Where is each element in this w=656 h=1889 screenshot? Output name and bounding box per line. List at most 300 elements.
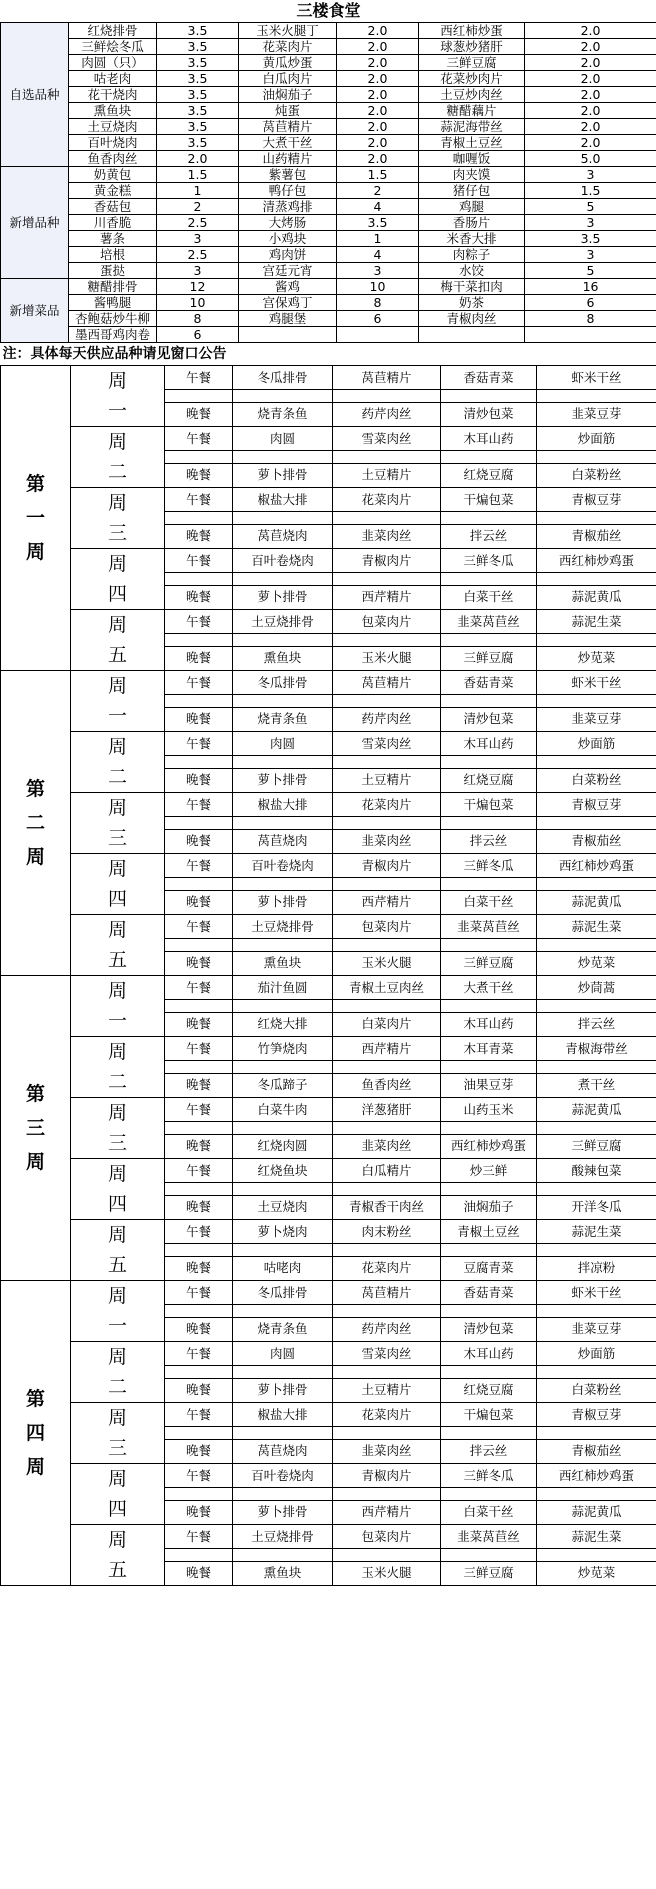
item-name: 黄金糕 bbox=[69, 183, 157, 199]
item-name: 百叶烧肉 bbox=[69, 135, 157, 151]
day-label-char: 二 bbox=[107, 1071, 127, 1093]
day-label-char: 一 bbox=[107, 400, 127, 422]
lunch-dish: 花菜肉片 bbox=[333, 488, 441, 512]
item-price: 3.5 bbox=[157, 135, 239, 151]
meal-dinner-label: 晚餐 bbox=[165, 1195, 233, 1219]
meal-lunch-label: 午餐 bbox=[165, 1525, 233, 1549]
price-row bbox=[1, 119, 656, 135]
item-name: 鸡肉饼 bbox=[239, 247, 337, 263]
empty-cell bbox=[537, 756, 656, 768]
dinner-dish: 油焖茄子 bbox=[441, 1195, 537, 1219]
item-price: 5 bbox=[525, 263, 656, 279]
lunch-dish: 青椒肉片 bbox=[333, 549, 441, 573]
dinner-dish: 红烧大排 bbox=[233, 1012, 333, 1036]
meal-lunch-label: 午餐 bbox=[165, 1464, 233, 1488]
item-price: 1 bbox=[157, 183, 239, 199]
lunch-dish: 肉圆 bbox=[233, 427, 333, 451]
empty-cell bbox=[165, 1305, 233, 1317]
dinner-dish: 蒜泥黄瓜 bbox=[537, 890, 656, 914]
lunch-dish: 炒面筋 bbox=[537, 1342, 656, 1366]
item-price: 3.5 bbox=[157, 39, 239, 55]
empty-cell bbox=[333, 756, 441, 768]
empty-cell bbox=[441, 390, 537, 402]
item-name: 水饺 bbox=[419, 263, 525, 279]
lunch-row bbox=[1, 1342, 656, 1366]
lunch-row bbox=[1, 488, 656, 512]
price-row bbox=[1, 39, 656, 55]
item-name: 肉粽子 bbox=[419, 247, 525, 263]
day-label-char: 周 bbox=[107, 980, 127, 1002]
empty-cell bbox=[537, 1244, 656, 1256]
item-price: 1.5 bbox=[157, 167, 239, 183]
week-label-char: 周 bbox=[25, 1151, 45, 1173]
item-price: 2.0 bbox=[525, 23, 656, 39]
item-name: 花菜炒肉片 bbox=[419, 71, 525, 87]
day-label bbox=[71, 793, 165, 854]
lunch-row bbox=[1, 1159, 656, 1183]
lunch-row bbox=[1, 1525, 656, 1549]
dinner-dish: 西红柿炒鸡蛋 bbox=[441, 1134, 537, 1158]
dinner-dish: 萝卜排骨 bbox=[233, 768, 333, 792]
day-label bbox=[71, 915, 165, 976]
day-label-char: 三 bbox=[107, 827, 127, 849]
dinner-dish: 花菜肉片 bbox=[333, 1256, 441, 1280]
empty-cell bbox=[165, 1000, 233, 1012]
meal-lunch-label: 午餐 bbox=[165, 793, 233, 817]
dinner-dish: 莴苣烧肉 bbox=[233, 829, 333, 853]
item-price: 1.5 bbox=[525, 183, 656, 199]
day-label-char: 二 bbox=[107, 766, 127, 788]
item-name: 蛋挞 bbox=[69, 263, 157, 279]
lunch-dish: 莴苣精片 bbox=[333, 671, 441, 695]
lunch-dish: 包菜肉片 bbox=[333, 1525, 441, 1549]
empty-cell bbox=[165, 512, 233, 524]
dinner-dish: 白菜粉丝 bbox=[537, 463, 656, 487]
empty-cell bbox=[537, 878, 656, 890]
lunch-dish: 干煸包菜 bbox=[441, 793, 537, 817]
dinner-dish: 冬瓜蹄子 bbox=[233, 1073, 333, 1097]
item-price: 1.5 bbox=[337, 167, 419, 183]
item-price: 2.0 bbox=[337, 71, 419, 87]
item-name: 培根 bbox=[69, 247, 157, 263]
day-label-char: 周 bbox=[107, 675, 127, 697]
lunch-dish: 蒜泥生菜 bbox=[537, 610, 656, 634]
day-label bbox=[71, 1159, 165, 1220]
price-table bbox=[0, 0, 656, 343]
dinner-dish: 拌云丝 bbox=[441, 1439, 537, 1463]
dinner-dish: 三鲜豆腐 bbox=[441, 1561, 537, 1585]
empty-cell bbox=[233, 451, 333, 463]
lunch-row bbox=[1, 1098, 656, 1122]
item-price: 2.0 bbox=[525, 39, 656, 55]
lunch-dish: 青椒豆芽 bbox=[537, 1403, 656, 1427]
dinner-dish: 三鲜豆腐 bbox=[441, 951, 537, 975]
week-label bbox=[1, 366, 71, 671]
empty-cell bbox=[333, 1305, 441, 1317]
dinner-dish: 萝卜排骨 bbox=[233, 890, 333, 914]
empty-cell bbox=[441, 1427, 537, 1439]
item-price: 5.0 bbox=[525, 151, 656, 167]
price-row bbox=[1, 199, 656, 215]
dinner-dish: 莴苣烧肉 bbox=[233, 1439, 333, 1463]
dinner-dish: 清炒包菜 bbox=[441, 707, 537, 731]
day-label bbox=[71, 427, 165, 488]
lunch-dish: 三鲜冬瓜 bbox=[441, 549, 537, 573]
day-label-char: 周 bbox=[107, 1285, 127, 1307]
meal-dinner-label: 晚餐 bbox=[165, 1012, 233, 1036]
lunch-dish: 花菜肉片 bbox=[333, 793, 441, 817]
week-label-char: 第 bbox=[25, 473, 45, 495]
empty-cell bbox=[441, 1122, 537, 1134]
day-label bbox=[71, 1403, 165, 1464]
price-row bbox=[1, 87, 656, 103]
empty-cell bbox=[441, 1183, 537, 1195]
dinner-dish: 萝卜排骨 bbox=[233, 1378, 333, 1402]
day-label-char: 周 bbox=[107, 431, 127, 453]
item-name: 花菜肉片 bbox=[239, 39, 337, 55]
dinner-dish: 蒜泥黄瓜 bbox=[537, 1500, 656, 1524]
lunch-dish: 土豆烧排骨 bbox=[233, 1525, 333, 1549]
meal-dinner-label: 晚餐 bbox=[165, 1134, 233, 1158]
empty-cell bbox=[441, 451, 537, 463]
empty-cell bbox=[333, 939, 441, 951]
lunch-row bbox=[1, 732, 656, 756]
lunch-dish: 茄汁鱼圆 bbox=[233, 976, 333, 1000]
item-price: 2.0 bbox=[157, 151, 239, 167]
dinner-dish: 西芹精片 bbox=[333, 890, 441, 914]
meal-dinner-label: 晚餐 bbox=[165, 1561, 233, 1585]
supply-notice: 注：具体每天供应品种请见窗口公告 bbox=[2, 346, 227, 362]
day-label-char: 五 bbox=[107, 644, 127, 666]
empty-cell bbox=[233, 1427, 333, 1439]
lunch-dish: 百叶卷烧肉 bbox=[233, 549, 333, 573]
dinner-dish: 开洋冬瓜 bbox=[537, 1195, 656, 1219]
item-price: 2.0 bbox=[337, 135, 419, 151]
empty-cell bbox=[165, 939, 233, 951]
dinner-dish: 三鲜豆腐 bbox=[537, 1134, 656, 1158]
empty-cell bbox=[165, 817, 233, 829]
dinner-dish: 红烧肉圆 bbox=[233, 1134, 333, 1158]
dinner-dish: 韭菜豆芽 bbox=[537, 1317, 656, 1341]
dinner-dish: 蒜泥黄瓜 bbox=[537, 585, 656, 609]
item-name: 鸡腿堡 bbox=[239, 311, 337, 327]
item-name: 酱鸭腿 bbox=[69, 295, 157, 311]
dinner-dish: 豆腐青菜 bbox=[441, 1256, 537, 1280]
meal-lunch-label: 午餐 bbox=[165, 610, 233, 634]
dinner-dish: 萝卜排骨 bbox=[233, 585, 333, 609]
item-name: 糖醋藕片 bbox=[419, 103, 525, 119]
empty-cell bbox=[233, 1366, 333, 1378]
item-name: 清蒸鸡排 bbox=[239, 199, 337, 215]
dinner-dish: 药芹肉丝 bbox=[333, 1317, 441, 1341]
empty-cell bbox=[165, 1427, 233, 1439]
item-price: 2.0 bbox=[525, 103, 656, 119]
meal-lunch-label: 午餐 bbox=[165, 549, 233, 573]
dinner-dish: 土豆精片 bbox=[333, 768, 441, 792]
lunch-dish: 韭菜莴苣丝 bbox=[441, 1525, 537, 1549]
item-price: 3 bbox=[525, 167, 656, 183]
meal-dinner-label: 晚餐 bbox=[165, 1500, 233, 1524]
item-price bbox=[525, 327, 656, 343]
meal-dinner-label: 晚餐 bbox=[165, 829, 233, 853]
week-label-char: 二 bbox=[25, 812, 45, 834]
empty-cell bbox=[233, 1000, 333, 1012]
lunch-dish: 冬瓜排骨 bbox=[233, 1281, 333, 1305]
empty-cell bbox=[333, 1366, 441, 1378]
dinner-dish: 药芹肉丝 bbox=[333, 402, 441, 426]
lunch-dish: 木耳山药 bbox=[441, 732, 537, 756]
day-label-char: 周 bbox=[107, 492, 127, 514]
lunch-dish: 韭菜莴苣丝 bbox=[441, 915, 537, 939]
item-name: 薯条 bbox=[69, 231, 157, 247]
day-label-char: 周 bbox=[107, 919, 127, 941]
empty-cell bbox=[165, 1061, 233, 1073]
item-name: 香菇包 bbox=[69, 199, 157, 215]
empty-cell bbox=[537, 1488, 656, 1500]
lunch-dish: 蒜泥生菜 bbox=[537, 1525, 656, 1549]
item-name: 宫廷元宵 bbox=[239, 263, 337, 279]
meal-lunch-label: 午餐 bbox=[165, 1342, 233, 1366]
lunch-row bbox=[1, 915, 656, 939]
day-label-char: 周 bbox=[107, 553, 127, 575]
lunch-dish: 西红柿炒鸡蛋 bbox=[537, 854, 656, 878]
empty-cell bbox=[537, 1427, 656, 1439]
lunch-dish: 酸辣包菜 bbox=[537, 1159, 656, 1183]
item-price: 2.0 bbox=[337, 39, 419, 55]
meal-lunch-label: 午餐 bbox=[165, 366, 233, 390]
page-title: 三楼食堂 bbox=[1, 0, 656, 23]
empty-cell bbox=[441, 1488, 537, 1500]
price-row bbox=[1, 311, 656, 327]
dinner-dish: 青椒茄丝 bbox=[537, 829, 656, 853]
item-name: 紫薯包 bbox=[239, 167, 337, 183]
dinner-dish: 清炒包菜 bbox=[441, 1317, 537, 1341]
lunch-dish: 蒜泥黄瓜 bbox=[537, 1098, 656, 1122]
week-label-char: 周 bbox=[25, 1456, 45, 1478]
meal-dinner-label: 晚餐 bbox=[165, 1439, 233, 1463]
item-name: 莴苣精片 bbox=[239, 119, 337, 135]
meal-lunch-label: 午餐 bbox=[165, 1403, 233, 1427]
lunch-dish: 三鲜冬瓜 bbox=[441, 1464, 537, 1488]
empty-cell bbox=[537, 512, 656, 524]
empty-cell bbox=[537, 1183, 656, 1195]
day-label-char: 周 bbox=[107, 1407, 127, 1429]
item-price: 2.0 bbox=[525, 87, 656, 103]
empty-cell bbox=[233, 695, 333, 707]
empty-cell bbox=[233, 1549, 333, 1561]
lunch-dish: 炒面筋 bbox=[537, 427, 656, 451]
lunch-dish: 香菇青菜 bbox=[441, 366, 537, 390]
empty-cell bbox=[333, 451, 441, 463]
item-name: 白瓜肉片 bbox=[239, 71, 337, 87]
item-price: 2.0 bbox=[337, 23, 419, 39]
item-price: 3 bbox=[157, 263, 239, 279]
lunch-dish: 木耳山药 bbox=[441, 1342, 537, 1366]
lunch-row bbox=[1, 854, 656, 878]
empty-cell bbox=[233, 1122, 333, 1134]
lunch-dish: 蒜泥生菜 bbox=[537, 915, 656, 939]
item-name: 熏鱼块 bbox=[69, 103, 157, 119]
item-name: 球葱炒猪肝 bbox=[419, 39, 525, 55]
dinner-dish: 土豆精片 bbox=[333, 1378, 441, 1402]
dinner-dish: 萝卜排骨 bbox=[233, 1500, 333, 1524]
day-label-char: 四 bbox=[107, 888, 127, 910]
empty-cell bbox=[233, 1305, 333, 1317]
empty-cell bbox=[165, 1488, 233, 1500]
price-row bbox=[1, 247, 656, 263]
empty-cell bbox=[537, 939, 656, 951]
lunch-dish: 百叶卷烧肉 bbox=[233, 854, 333, 878]
empty-cell bbox=[233, 512, 333, 524]
item-price: 3 bbox=[525, 215, 656, 231]
item-name: 大烤肠 bbox=[239, 215, 337, 231]
dinner-dish: 白菜粉丝 bbox=[537, 768, 656, 792]
empty-cell bbox=[537, 390, 656, 402]
day-label bbox=[71, 1220, 165, 1281]
day-label bbox=[71, 366, 165, 427]
item-name: 糖醋排骨 bbox=[69, 279, 157, 295]
price-row bbox=[1, 23, 656, 39]
dinner-dish: 烧青条鱼 bbox=[233, 402, 333, 426]
day-label bbox=[71, 1464, 165, 1525]
meal-lunch-label: 午餐 bbox=[165, 671, 233, 695]
item-name: 青椒肉丝 bbox=[419, 311, 525, 327]
dinner-dish: 炒苋菜 bbox=[537, 951, 656, 975]
meal-dinner-label: 晚餐 bbox=[165, 768, 233, 792]
week-label-char: 一 bbox=[25, 507, 45, 529]
empty-cell bbox=[537, 1061, 656, 1073]
lunch-dish: 包菜肉片 bbox=[333, 610, 441, 634]
item-price bbox=[337, 327, 419, 343]
week-label-char: 第 bbox=[25, 1083, 45, 1105]
lunch-row bbox=[1, 976, 656, 1000]
empty-cell bbox=[165, 756, 233, 768]
lunch-dish: 青椒豆芽 bbox=[537, 793, 656, 817]
dinner-dish: 红烧豆腐 bbox=[441, 463, 537, 487]
dinner-dish: 熏鱼块 bbox=[233, 951, 333, 975]
item-price: 2.0 bbox=[337, 119, 419, 135]
lunch-dish: 炒三鲜 bbox=[441, 1159, 537, 1183]
empty-cell bbox=[441, 1244, 537, 1256]
day-label-char: 四 bbox=[107, 1193, 127, 1215]
lunch-row bbox=[1, 610, 656, 634]
day-label-char: 周 bbox=[107, 1346, 127, 1368]
item-price: 8 bbox=[337, 295, 419, 311]
meal-lunch-label: 午餐 bbox=[165, 427, 233, 451]
item-price: 3.5 bbox=[157, 71, 239, 87]
item-price: 2.5 bbox=[157, 247, 239, 263]
empty-cell bbox=[333, 573, 441, 585]
dinner-dish: 土豆精片 bbox=[333, 463, 441, 487]
meal-lunch-label: 午餐 bbox=[165, 1220, 233, 1244]
lunch-dish: 虾米干丝 bbox=[537, 366, 656, 390]
item-name: 奶茶 bbox=[419, 295, 525, 311]
lunch-dish: 青椒肉片 bbox=[333, 1464, 441, 1488]
dinner-dish: 木耳山药 bbox=[441, 1012, 537, 1036]
dinner-dish: 红烧豆腐 bbox=[441, 768, 537, 792]
price-row bbox=[1, 279, 656, 295]
lunch-row bbox=[1, 1403, 656, 1427]
item-price: 6 bbox=[525, 295, 656, 311]
empty-cell bbox=[537, 634, 656, 646]
empty-cell bbox=[441, 817, 537, 829]
empty-cell bbox=[333, 512, 441, 524]
day-label-char: 二 bbox=[107, 1376, 127, 1398]
day-label-char: 三 bbox=[107, 1132, 127, 1154]
lunch-dish: 椒盐大排 bbox=[233, 1403, 333, 1427]
item-price: 6 bbox=[337, 311, 419, 327]
empty-cell bbox=[165, 1244, 233, 1256]
day-label-char: 周 bbox=[107, 858, 127, 880]
item-name: 咕老肉 bbox=[69, 71, 157, 87]
day-label-char: 一 bbox=[107, 1010, 127, 1032]
day-label-char: 周 bbox=[107, 370, 127, 392]
empty-cell bbox=[333, 390, 441, 402]
lunch-dish: 百叶卷烧肉 bbox=[233, 1464, 333, 1488]
dinner-dish: 烧青条鱼 bbox=[233, 1317, 333, 1341]
empty-cell bbox=[233, 1488, 333, 1500]
lunch-dish: 韭菜莴苣丝 bbox=[441, 610, 537, 634]
day-label-char: 三 bbox=[107, 522, 127, 544]
meal-dinner-label: 晚餐 bbox=[165, 951, 233, 975]
category-label: 新增菜品 bbox=[1, 279, 69, 343]
dinner-dish: 韭菜肉丝 bbox=[333, 1134, 441, 1158]
item-name: 猪仔包 bbox=[419, 183, 525, 199]
item-price: 16 bbox=[525, 279, 656, 295]
lunch-row bbox=[1, 793, 656, 817]
empty-cell bbox=[233, 1183, 333, 1195]
category-label: 自选品种 bbox=[1, 23, 69, 167]
lunch-dish: 青椒海带丝 bbox=[537, 1037, 656, 1061]
weekly-menu-table bbox=[0, 343, 656, 1586]
dinner-dish: 炒苋菜 bbox=[537, 1561, 656, 1585]
empty-cell bbox=[537, 1549, 656, 1561]
week-label-char: 三 bbox=[25, 1117, 45, 1139]
day-label-char: 五 bbox=[107, 949, 127, 971]
price-row bbox=[1, 135, 656, 151]
item-price: 3 bbox=[157, 231, 239, 247]
item-price: 2.0 bbox=[337, 103, 419, 119]
lunch-dish: 土豆烧排骨 bbox=[233, 915, 333, 939]
item-price: 2.5 bbox=[157, 215, 239, 231]
lunch-dish: 山药玉米 bbox=[441, 1098, 537, 1122]
lunch-row bbox=[1, 1037, 656, 1061]
dinner-dish: 西芹精片 bbox=[333, 1500, 441, 1524]
day-label bbox=[71, 549, 165, 610]
lunch-dish: 西芹精片 bbox=[333, 1037, 441, 1061]
dinner-dish: 白菜干丝 bbox=[441, 585, 537, 609]
item-price: 3.5 bbox=[525, 231, 656, 247]
empty-cell bbox=[333, 1122, 441, 1134]
meal-dinner-label: 晚餐 bbox=[165, 1256, 233, 1280]
empty-cell bbox=[441, 634, 537, 646]
price-row bbox=[1, 167, 656, 183]
week-label-char: 周 bbox=[25, 846, 45, 868]
dinner-dish: 青椒茄丝 bbox=[537, 1439, 656, 1463]
lunch-dish: 白瓜精片 bbox=[333, 1159, 441, 1183]
meal-lunch-label: 午餐 bbox=[165, 488, 233, 512]
item-name: 玉米火腿丁 bbox=[239, 23, 337, 39]
item-name: 山药精片 bbox=[239, 151, 337, 167]
empty-cell bbox=[537, 1122, 656, 1134]
empty-cell bbox=[165, 695, 233, 707]
item-price: 3.5 bbox=[157, 119, 239, 135]
item-price: 8 bbox=[157, 311, 239, 327]
lunch-dish: 大煮干丝 bbox=[441, 976, 537, 1000]
empty-cell bbox=[233, 817, 333, 829]
empty-cell bbox=[333, 1427, 441, 1439]
price-row bbox=[1, 215, 656, 231]
